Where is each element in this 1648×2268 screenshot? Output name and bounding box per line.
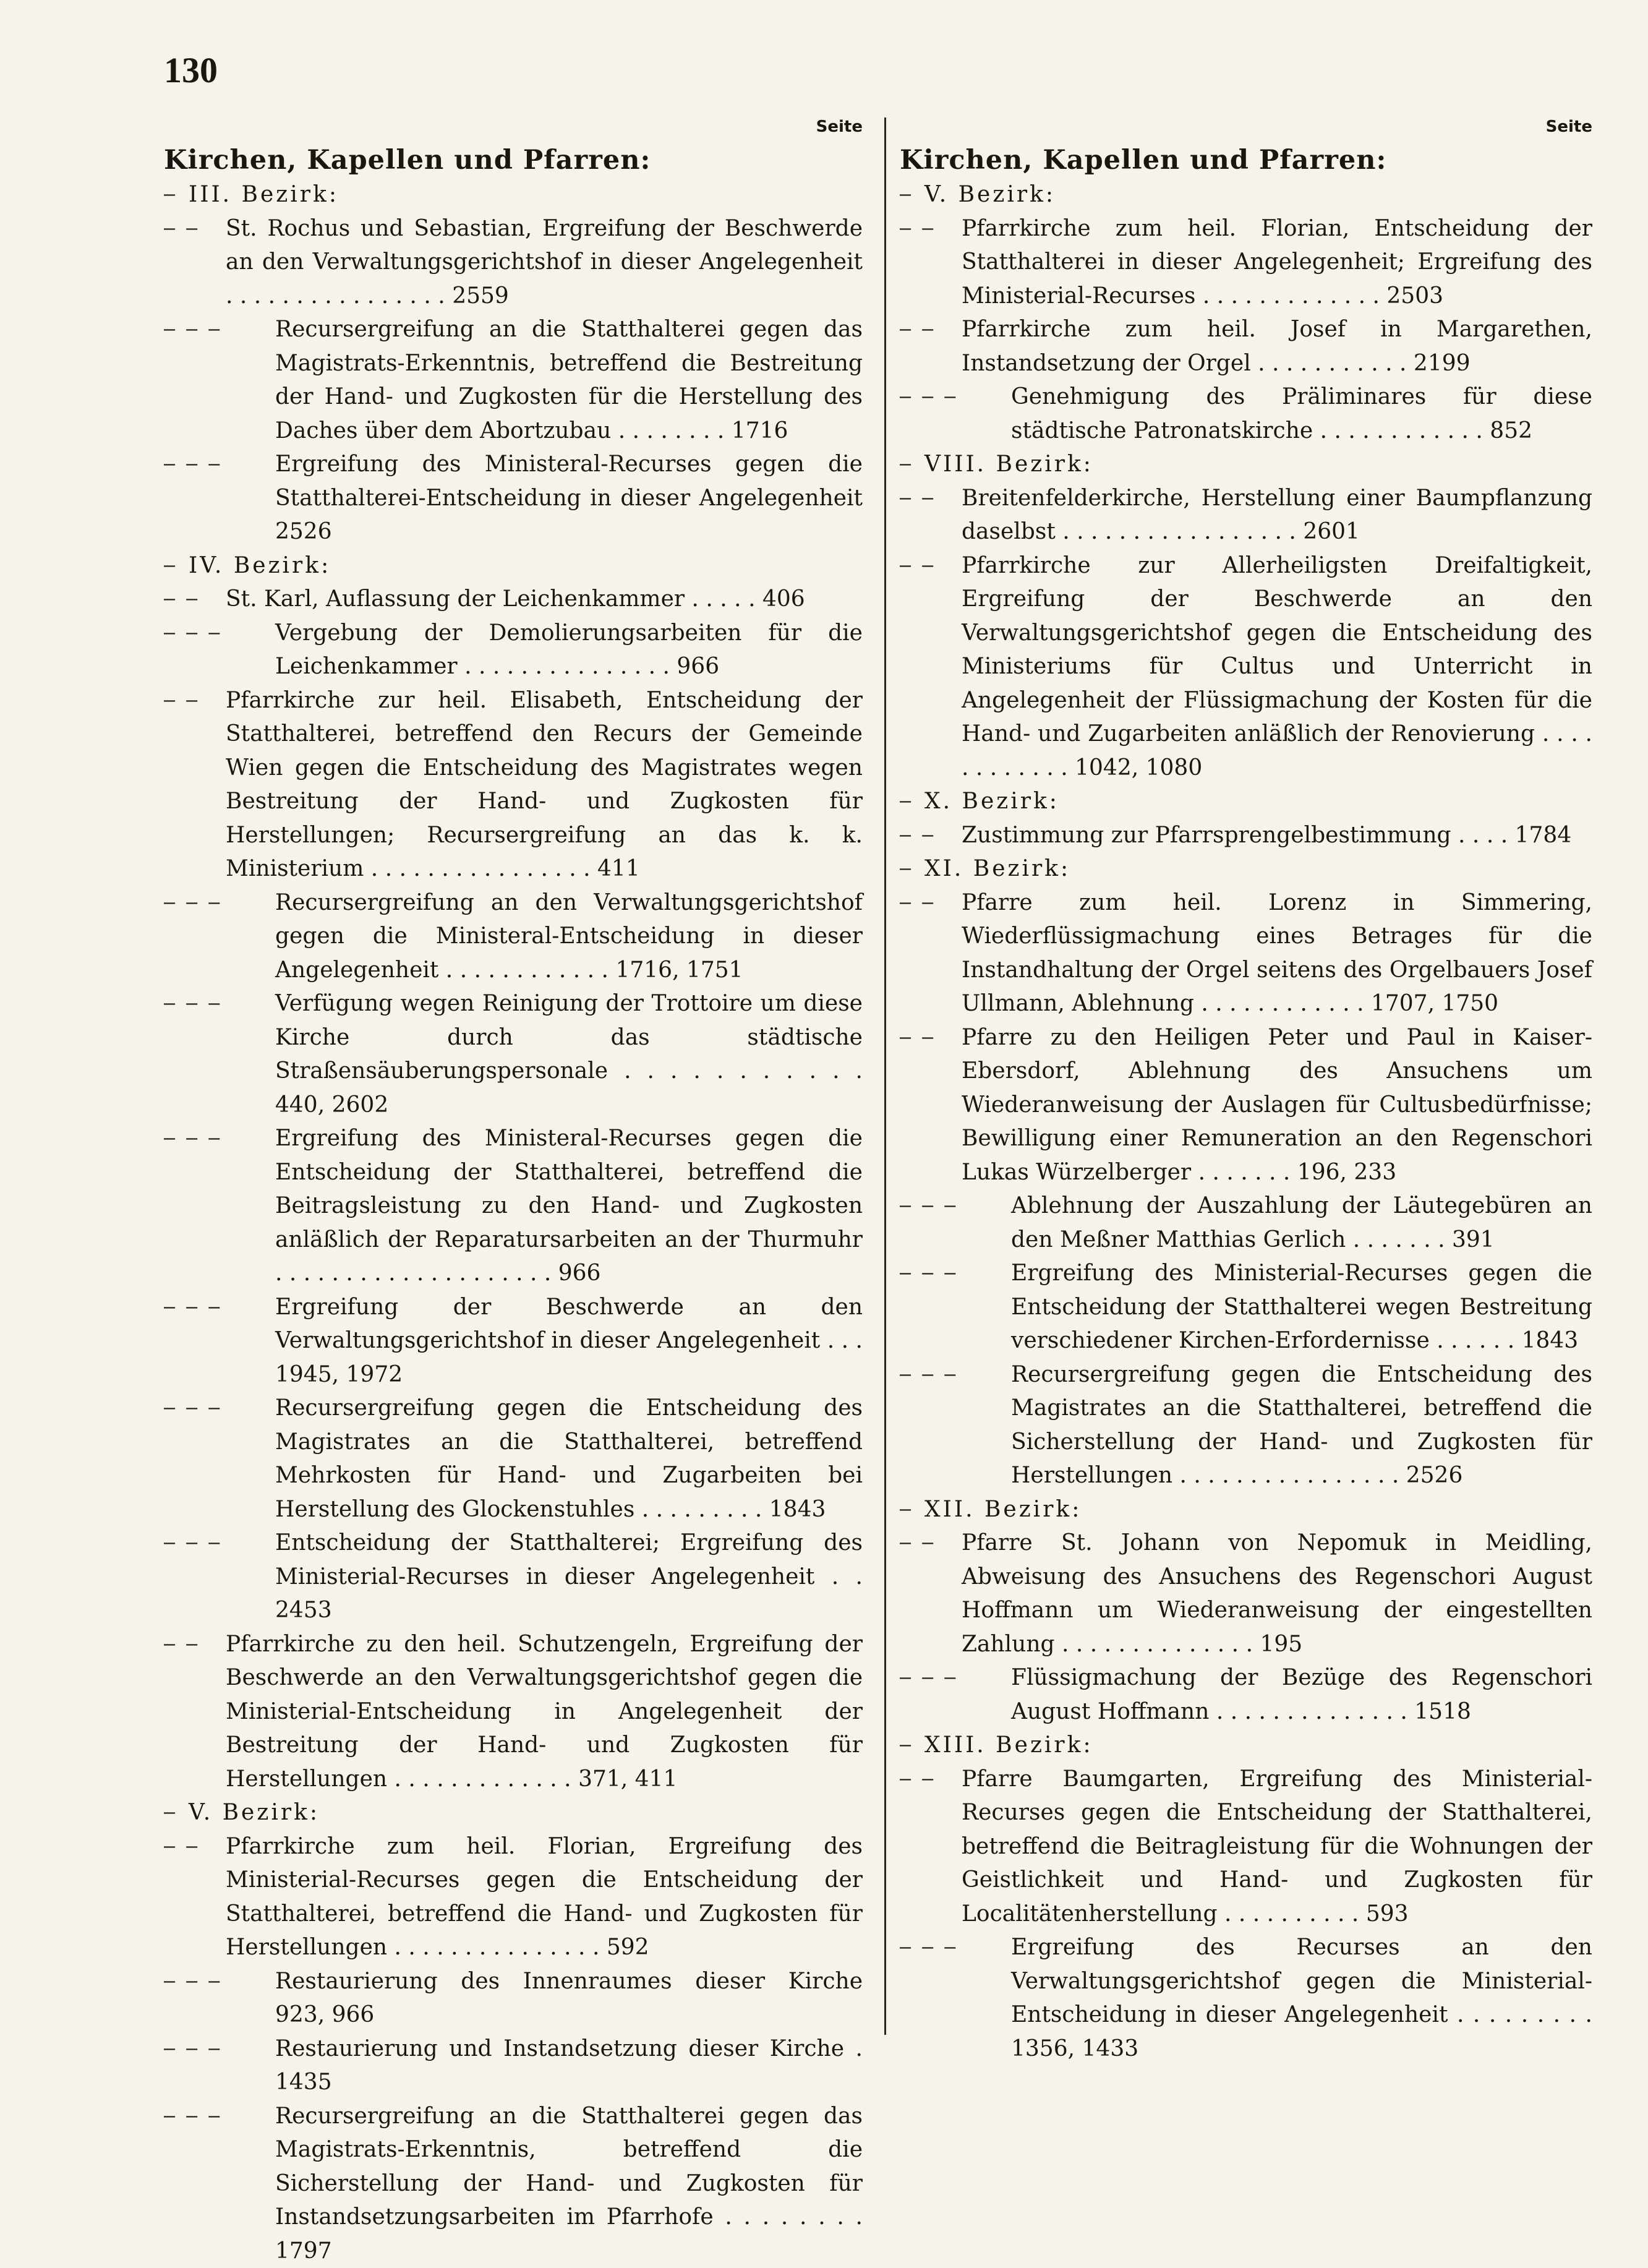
entry-description: St. Karl, Auflassung der Leichenkammer . . . . . [226, 586, 756, 612]
indent-dashes: — — — [164, 886, 275, 920]
index-entry [900, 1661, 1592, 1729]
entry-description: Ergreifung des Recurses an den Verwaltungsgerichtshof gegen die Ministerial-Entscheidung in dieser Angelegenheit . . . . . . . . . [1011, 1935, 1592, 2027]
district-heading [900, 448, 1592, 482]
entry-description: St. Rochus und Sebastian, Ergreifung der Beschwerde an den Verwaltungsgerichtshof in dieser Angelegenheit . . . . . . . . . . . . . . . . [226, 216, 863, 309]
indent-dashes: — — [900, 549, 962, 583]
page-reference: 923, 966 [275, 2002, 374, 2027]
index-entry [900, 819, 1592, 853]
entry-description: Pfarre zum heil. Lorenz in Simmering, Wiederflüssigmachung eines Betrages für die Instandhaltung der Orgel seitens des Orgelbauers Josef Ullmann, Ablehnung . . . . . . . . . . . . [962, 890, 1592, 1017]
entry-text [1011, 1257, 1592, 1358]
indent-dashes: — [900, 178, 924, 212]
page-reference: 966 [677, 654, 719, 679]
indent-dashes: — — — [164, 1526, 275, 1560]
indent-dashes: — — — [164, 1122, 275, 1156]
entry-text [962, 313, 1592, 380]
district-heading [164, 178, 863, 212]
entry-text [226, 212, 863, 314]
entry-text [924, 1729, 1592, 1763]
page-reference: 371, 411 [578, 1766, 677, 1792]
district-heading [900, 178, 1592, 212]
entry-text [924, 448, 1592, 482]
entry-text [275, 1392, 863, 1526]
page-reference: 1784 [1515, 823, 1572, 848]
index-entry [164, 987, 863, 1122]
index-entry [900, 549, 1592, 785]
index-entry [164, 1122, 863, 1291]
index-entry [164, 212, 863, 314]
district-heading [900, 1729, 1592, 1763]
entry-text [924, 785, 1592, 819]
entry-description: Recursergreifung an die Statthalterei gegen das Magistrats-Erkenntnis, betreffend die Sicherstellung der Hand- und Zugkosten für Instandsetzungsarbeiten im Pfarrhofe . . . . . . . . [275, 2103, 863, 2230]
indent-dashes: — [164, 178, 189, 212]
page-number: 130 [164, 49, 218, 91]
index-entry [164, 313, 863, 448]
index-entry [900, 886, 1592, 1021]
page-reference: 1945, 1972 [275, 1362, 403, 1387]
entry-text [275, 987, 863, 1122]
entry-description: Recursergreifung an den Verwaltungsgerichtshof gegen die Ministeral-Entscheidung in dieser Angelegenheit . . . . . . . . . . . . [275, 890, 863, 983]
indent-dashes: — [900, 1729, 924, 1763]
entry-text [962, 886, 1592, 1021]
entry-text [275, 617, 863, 684]
index-entry [164, 1965, 863, 2032]
index-entry [164, 684, 863, 886]
entry-description: Pfarrkirche zur Allerheiligsten Dreifaltigkeit, Ergreifung der Beschwerde an den Verwaltungsgerichtshof gegen die Entscheidung des Ministeriums für Cultus und Unterricht in Angelegenheit der Flüssigmachung der Kosten für die Hand- und Zugarbeiten anläßlich der Renovierung . . . . . . . . . . . . [962, 553, 1592, 781]
entry-description: Pfarrkirche zu den heil. Schutzengeln, Ergreifung der Beschwerde an den Verwaltungsgerichtshof gegen die Ministerial-Entscheidung in Angelegenheit der Bestreitung der Hand- und Zugkosten für Herstellungen . . . . . . . . . . . . . [226, 1632, 863, 1792]
index-entry [900, 212, 1592, 314]
index-entry [164, 1526, 863, 1628]
indent-dashes: — — — [164, 313, 275, 347]
index-entry [164, 448, 863, 549]
district-heading [164, 1796, 863, 1830]
entry-description: Recursergreifung an die Statthalterei gegen das Magistrats-Erkenntnis, betreffend die Bestreitung der Hand- und Zugkosten für die Herstellung des Daches über dem Abortzubau . . . . . . . . [275, 317, 863, 443]
district-heading [164, 549, 863, 583]
entry-text [275, 1291, 863, 1392]
indent-dashes: — — [164, 212, 226, 246]
page-reference: 2601 [1303, 519, 1360, 544]
indent-dashes: — [900, 448, 924, 482]
entry-list [164, 178, 863, 2268]
indent-dashes: — [164, 549, 189, 583]
entry-list [900, 178, 1592, 2066]
entry-text [1011, 1189, 1592, 1257]
entry-description: Pfarrkirche zum heil. Florian, Ergreifung des Ministerial-Recurses gegen die Entscheidung der Statthalterei, betreffend die Hand- und Zugkosten für Herstellungen . . . . . . . . . . . . . . . [226, 1834, 863, 1961]
entry-text [924, 852, 1592, 886]
indent-dashes: — — — [164, 448, 275, 482]
right-column [900, 118, 1592, 2066]
entry-description: X. Bezirk: [924, 789, 1059, 814]
index-entry [164, 1291, 863, 1392]
index-entry [900, 313, 1592, 380]
entry-text [275, 448, 863, 549]
indent-dashes: — — — [164, 1291, 275, 1325]
entry-description: Ergreifung des Ministerial-Recurses gegen die Entscheidung der Statthalterei wegen Bestreitung verschiedener Kirchen-Erfordernisse . . . . . . [1011, 1260, 1592, 1353]
entry-text [189, 178, 863, 212]
entry-description: Ergreifung des Ministeral-Recurses gegen die Statthalterei-Entscheidung in dieser Angelegenheit [275, 451, 863, 511]
entry-text [226, 684, 863, 886]
entry-description: XII. Bezirk: [924, 1497, 1082, 1522]
district-heading [900, 1493, 1592, 1527]
seite-label: Seite [900, 118, 1592, 142]
entry-description: Genehmigung des Präliminares für diese städtische Patronatskirche . . . . . . . . . . . . [1011, 384, 1592, 443]
entry-text [226, 1830, 863, 1965]
indent-dashes: — — [164, 1628, 226, 1662]
entry-text [962, 1763, 1592, 1932]
index-entry [900, 1931, 1592, 2066]
entry-description: XI. Bezirk: [924, 856, 1070, 881]
index-entry [900, 482, 1592, 549]
entry-description: Verfügung wegen Reinigung der Trottoire um diese Kirche durch das städtische Straßensäuberungspersonale . . . . . . . . . . . [275, 991, 863, 1084]
indent-dashes: — — — [900, 380, 1011, 414]
indent-dashes: — [900, 1493, 924, 1527]
entry-text [275, 2032, 863, 2100]
index-entry [164, 2100, 863, 2268]
entry-description: Zustimmung zur Pfarrsprengelbestimmung . . . . [962, 823, 1508, 848]
entry-description: Restaurierung des Innenraumes dieser Kirche [275, 1969, 863, 1994]
entry-text [962, 1526, 1592, 1661]
index-entry [164, 886, 863, 988]
page-reference: 1707, 1750 [1371, 991, 1498, 1016]
entry-description: XIII. Bezirk: [924, 1732, 1093, 1758]
entry-description: Restaurierung und Instandsetzung dieser Kirche . [275, 2036, 863, 2061]
page-reference: 195 [1260, 1632, 1302, 1657]
entry-text [189, 549, 863, 583]
entry-text [962, 549, 1592, 785]
index-entry [900, 1189, 1592, 1257]
entry-description: Recursergreifung gegen die Entscheidung des Magistrates an die Statthalterei, betreffend die Sicherstellung der Hand- und Zugkosten für Herstellungen . . . . . . . . . . . . . . . . [1011, 1362, 1592, 1489]
index-entry [900, 1358, 1592, 1493]
entry-text [226, 1628, 863, 1797]
entry-description: Vergebung der Demolierungsarbeiten für die Leichenkammer . . . . . . . . . . . . . . . [275, 620, 863, 680]
index-entry [900, 380, 1592, 448]
page-reference: 1716 [732, 418, 788, 443]
entry-text [275, 313, 863, 448]
indent-dashes: — — [900, 1526, 962, 1560]
entry-description: III. Bezirk: [189, 182, 339, 207]
page-reference: 1518 [1414, 1699, 1471, 1724]
district-heading [900, 785, 1592, 819]
entry-text [962, 482, 1592, 549]
entry-description: Pfarrkirche zum heil. Florian, Entscheidung der Statthalterei in dieser Angelegenheit; Ergreifung des Ministerial-Recurses . . . . . . . . . . . . . [962, 216, 1592, 309]
entry-description: Pfarre St. Johann von Nepomuk in Meidling, Abweisung des Ansuchens des Regenschori August Hoffmann um Wiederanweisung der eingestellten Zahlung . . . . . . . . . . . . . . [962, 1530, 1592, 1657]
indent-dashes: — — [900, 482, 962, 516]
page-reference: 2526 [1406, 1463, 1463, 1488]
indent-dashes: — — [164, 1830, 226, 1864]
page-reference: 1356, 1433 [1011, 2036, 1138, 2061]
entry-text [1011, 1358, 1592, 1493]
indent-dashes: — — [900, 212, 962, 246]
entry-description: Ergreifung des Ministeral-Recurses gegen die Entscheidung der Statthalterei, betreffend die Beitragsleistung zu den Hand- und Zugkosten anläßlich der Reparatursarbeiten an der Thurmuhr . . . . . . . . . . . . . . . . . . . . [275, 1126, 863, 1286]
indent-dashes: — [900, 852, 924, 886]
page-reference: 1797 [275, 2238, 332, 2264]
entry-text [962, 819, 1592, 853]
entry-text [275, 2100, 863, 2268]
entry-text [962, 212, 1592, 314]
page-reference: 1042, 1080 [1075, 755, 1202, 781]
page-reference: 391 [1452, 1227, 1495, 1252]
page-reference: 2453 [275, 1598, 332, 1623]
page-reference: 966 [558, 1260, 601, 1286]
entry-description: V. Bezirk: [189, 1800, 320, 1825]
entry-text [1011, 1931, 1592, 2066]
index-entry [900, 1021, 1592, 1190]
page-reference: 196, 233 [1297, 1160, 1396, 1185]
page-reference: 1435 [275, 2069, 332, 2095]
entry-text [226, 583, 863, 617]
entry-text [275, 1526, 863, 1628]
index-entry [900, 1257, 1592, 1358]
entry-description: Entscheidung der Statthalterei; Ergreifung des Ministerial-Recurses in dieser Angelegenheit . . [275, 1530, 863, 1590]
entry-text [189, 1796, 863, 1830]
indent-dashes: — — — [900, 1661, 1011, 1695]
district-heading [900, 852, 1592, 886]
entry-description: V. Bezirk: [924, 182, 1056, 207]
entry-description: Pfarre Baumgarten, Ergreifung des Ministerial-Recurses gegen die Entscheidung der Statthalterei, betreffend die Beitragleistung für die Wohnungen der Geistlichkeit und Hand- und Zugkosten für Localitätenherstellung . . . . . . . . . . [962, 1766, 1592, 1927]
index-entry [164, 2032, 863, 2100]
entry-text [275, 1965, 863, 2032]
indent-dashes: — — — [900, 1189, 1011, 1223]
indent-dashes: — — — [164, 987, 275, 1021]
entry-text [924, 178, 1592, 212]
entry-text [1011, 1661, 1592, 1729]
indent-dashes: — — [164, 684, 226, 718]
indent-dashes: — — [164, 583, 226, 617]
index-entry [164, 1628, 863, 1797]
section-heading: Kirchen, Kapellen und Pfarren: [164, 142, 863, 178]
index-entry [164, 1830, 863, 1965]
indent-dashes: — — — [164, 617, 275, 651]
entry-description: Ablehnung der Auszahlung der Läutegebüren an den Meßner Matthias Gerlich . . . . . . . [1011, 1193, 1592, 1252]
index-entry [900, 1763, 1592, 1932]
indent-dashes: — — — [900, 1358, 1011, 1392]
entry-description: Breitenfelderkirche, Herstellung einer Baumpflanzung daselbst . . . . . . . . . . . . . . . . . [962, 486, 1592, 545]
indent-dashes: — [900, 785, 924, 819]
entry-description: Ergreifung der Beschwerde an den Verwaltungsgerichtshof in dieser Angelegenheit . . . [275, 1294, 863, 1354]
left-column [164, 118, 863, 2268]
column-divider [884, 118, 886, 2035]
entry-description: Pfarrkirche zur heil. Elisabeth, Entscheidung der Statthalterei, betreffend den Recurs der Gemeinde Wien gegen die Entscheidung des Magistrates wegen Bestreitung der Hand- und Zugkosten für Herstellungen; Recursergreifung an das k. k. Ministerium . . . . . . . . . . . . . . . . [226, 688, 863, 882]
page-reference: 2503 [1386, 283, 1443, 309]
indent-dashes: — — [900, 886, 962, 920]
indent-dashes: — — — [900, 1931, 1011, 1965]
index-entry [164, 583, 863, 617]
page-reference: 440, 2602 [275, 1092, 388, 1118]
entry-description: IV. Bezirk: [189, 553, 331, 578]
page-reference: 406 [762, 586, 805, 612]
index-entry [164, 617, 863, 684]
entry-text [275, 886, 863, 988]
entry-description: Flüssigmachung der Bezüge des Regenschori August Hoffmann . . . . . . . . . . . . . . [1011, 1665, 1592, 1724]
indent-dashes: — — — [900, 1257, 1011, 1291]
entry-description: Pfarrkirche zum heil. Josef in Margarethen, Instandsetzung der Orgel . . . . . . . . . . . [962, 317, 1592, 376]
entry-description: VIII. Bezirk: [924, 451, 1093, 477]
page-reference: 852 [1490, 418, 1532, 443]
entry-text [275, 1122, 863, 1291]
entry-description: Recursergreifung gegen die Entscheidung des Magistrates an die Statthalterei, betreffend Mehrkosten für Hand- und Zugarbeiten bei Herstellung des Glockenstuhles . . . . . . . . . [275, 1395, 863, 1522]
indent-dashes: — — [900, 819, 962, 853]
page-reference: 2526 [275, 519, 332, 544]
indent-dashes: — — [900, 1763, 962, 1797]
section-heading: Kirchen, Kapellen und Pfarren: [900, 142, 1592, 178]
indent-dashes: — — — [164, 2100, 275, 2134]
indent-dashes: — — [900, 313, 962, 347]
indent-dashes: — — [900, 1021, 962, 1055]
entry-description: Pfarre zu den Heiligen Peter und Paul in Kaiser-Ebersdorf, Ablehnung des Ansuchens um Wiederanweisung der Auslagen für Cultusbedürfnisse; Bewilligung einer Remuneration an den Regenschori Lukas Würzelberger . . . . . . . [962, 1025, 1592, 1185]
entry-text [924, 1493, 1592, 1527]
index-entry [900, 1526, 1592, 1661]
entry-text [962, 1021, 1592, 1190]
indent-dashes: — — — [164, 2032, 275, 2066]
seite-label: Seite [164, 118, 863, 142]
page-reference: 1716, 1751 [615, 957, 743, 983]
indent-dashes: — [164, 1796, 189, 1830]
page-reference: 2199 [1414, 351, 1471, 376]
page-reference: 2559 [452, 283, 509, 309]
indent-dashes: — — — [164, 1392, 275, 1426]
indent-dashes: — — — [164, 1965, 275, 1999]
page-reference: 411 [597, 856, 640, 881]
page-reference: 592 [607, 1935, 649, 1960]
entry-text [1011, 380, 1592, 448]
page-reference: 593 [1366, 1901, 1409, 1927]
index-entry [164, 1392, 863, 1526]
page-reference: 1843 [769, 1497, 826, 1522]
page-reference: 1843 [1522, 1328, 1579, 1353]
